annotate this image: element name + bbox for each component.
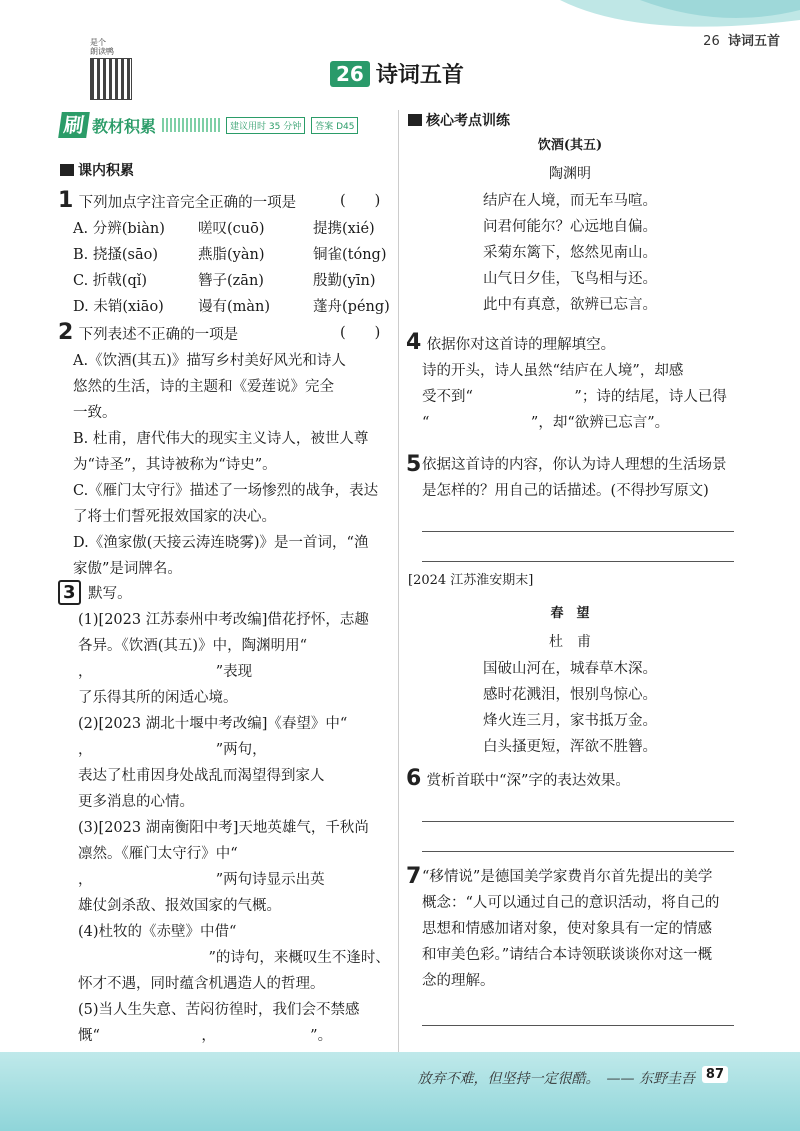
subhead-right (408, 110, 510, 130)
question-4 (406, 330, 746, 436)
q1-option-item: 铜雀(tóng) (313, 247, 387, 263)
q1-option-row (73, 216, 388, 242)
q7-number: 7 (406, 864, 422, 889)
question-2 (58, 320, 388, 582)
header-page-number: 26 (703, 34, 720, 49)
poem-2-title: 春 望 (550, 606, 590, 621)
q2-lines-line: 为“诗圣”，其诗被称为“诗史”。 (73, 457, 277, 473)
q3-lines-line: 凛然。《雁门太守行》中“ (78, 846, 238, 862)
stripe-decoration (162, 118, 222, 132)
q3-lines-line: (5)当人生失意、苦闷彷徨时，我们会不禁感 (78, 1002, 360, 1018)
q1-option-item: 燕脂(yàn) (198, 247, 265, 263)
poem-1-title: 饮酒(其五) (537, 138, 603, 153)
q1-answer-bracket[interactable]: ( ) (340, 193, 381, 209)
poem-2 (420, 600, 720, 760)
q3-lines-line: 表达了杜甫因身处战乱而渴望得到家人 (78, 768, 325, 784)
q7-lines-line: 思想和情感加诸对象，使对象具有一定的情感 (422, 921, 712, 937)
question-5 (406, 452, 746, 504)
q1-stem: 下列加点字注音完全正确的一项是 (78, 195, 297, 211)
poem-1-author: 陶渊明 (549, 166, 591, 182)
poem1-lines-line: 采菊东篱下，悠然见南山。 (483, 245, 657, 261)
q1-option-item: B. 挠搔(sāo) (73, 247, 159, 263)
q7-lines-line: 和审美色彩。”请结合本诗领联谈谈你对这一概 (422, 947, 713, 963)
running-header (703, 30, 780, 49)
q3-stem: 默写。 (88, 586, 132, 602)
lesson-title (330, 58, 464, 89)
q4-stem: 依据你对这首诗的理解填空。 (426, 337, 616, 353)
section-bar (60, 112, 385, 138)
q6-stem: 赏析首联中“深”字的表达效果。 (426, 773, 630, 789)
q1-option-item: 簪子(zān) (198, 273, 264, 289)
q1-option-item: D. 未销(xiāo) (73, 299, 164, 315)
question-1 (58, 188, 388, 320)
answer-line[interactable] (422, 820, 734, 822)
answer-line[interactable] (422, 530, 734, 532)
poem1-lines-line: 结庐在人境，而无车马喧。 (483, 193, 657, 209)
poem-2-author: 杜 甫 (549, 634, 591, 650)
q3-lines-line: (2)[2023 湖北十堰中考改编]《春望》中“ (78, 716, 348, 732)
qr-code-block[interactable] (90, 38, 132, 100)
q1-option-row (73, 242, 388, 268)
suggested-time: 建议用时 35 分钟 (226, 117, 305, 134)
q2-stem: 下列表述不正确的一项是 (78, 327, 239, 343)
q2-lines-line: C.《雁门太守行》描述了一场惨烈的战争，表达 (73, 483, 379, 499)
question-7 (406, 864, 746, 994)
q4-lines-line: “ ”，却“欲辨已忘言”。 (422, 415, 670, 431)
poem-1 (420, 132, 720, 318)
q2-lines-line: 家傲”是词牌名。 (73, 561, 182, 577)
q2-number: 2 (58, 320, 74, 345)
q2-lines-line: 一致。 (73, 405, 117, 421)
footer-quote: 放弃不难，但坚持一定很酷。 —— 东野圭吾 (417, 1071, 695, 1087)
question-3 (58, 580, 388, 1075)
q4-number: 4 (406, 330, 422, 355)
q1-option-row (73, 268, 388, 294)
q1-option-item: 蓬舟(péng) (313, 299, 390, 315)
q2-lines-line: 了将士们誓死报效国家的决心。 (73, 509, 276, 525)
poem1-lines-line: 山气日夕佳，飞鸟相与还。 (483, 271, 657, 287)
q3-lines-line: ， ”两句， (78, 742, 267, 758)
q5-number: 5 (406, 452, 422, 477)
answer-line[interactable] (422, 1024, 734, 1026)
q5-lines-line: 是怎样的？用自己的话描述。(不得抄写原文) (422, 483, 709, 499)
q1-option-item: A. 分辨(biàn) (73, 221, 165, 237)
q3-lines-line: (1)[2023 江苏泰州中考改编]借花抒怀，志趣 (78, 612, 369, 628)
q3-lines-line: (4)杜牧的《赤壁》中借“ (78, 924, 237, 940)
q1-number: 1 (58, 188, 74, 213)
q1-option-item: 殷勤(yīn) (313, 273, 376, 289)
q3-lines-line: ”的诗句，来概叹生不逢时、 (78, 950, 390, 966)
q3-lines-line: 更多消息的心情。 (78, 794, 194, 810)
q4-lines-line: 受不到“ ”；诗的结尾，诗人已得 (422, 389, 727, 405)
q3-lines-line: ， ”两句诗显示出英 (78, 872, 325, 888)
q3-lines-line: 各异。《饮酒(其五)》中，陶渊明用“ (78, 638, 307, 654)
section-badge: 刷 (58, 112, 90, 138)
q3-lines-line: ， ”表现 (78, 664, 253, 680)
q1-option-item: 嗟叹(cuō) (198, 221, 265, 237)
q1-option-row (73, 294, 388, 320)
q3-lines-line: 雄仗剑杀敌、报效国家的气概。 (78, 898, 281, 914)
q2-lines-line: 悠然的生活，诗的主题和《爱莲说》完全 (73, 379, 334, 395)
source-tag: [2024 江苏淮安期末] (408, 573, 534, 588)
answer-line[interactable] (422, 850, 734, 852)
poem1-lines-line: 问君何能尔？心远地自偏。 (483, 219, 657, 235)
q4-lines-line: 诗的开头，诗人虽然“结庐在人境”，却感 (422, 363, 684, 379)
poem2-lines-line: 国破山河在，城春草木深。 (483, 661, 657, 677)
subhead-left (60, 160, 134, 180)
q3-lines-line: 怀才不遇，同时蕴含机遇造人的哲理。 (78, 976, 325, 992)
q3-number: 3 (58, 580, 81, 605)
q3-lines-line: 慨“ ， ”。 (78, 1028, 333, 1044)
q7-lines-line: 概念：“人可以通过自己的意识活动，将自己的 (422, 895, 720, 911)
question-6 (406, 766, 746, 794)
answer-line[interactable] (422, 560, 734, 562)
q1-option-item: 谩有(màn) (198, 299, 271, 315)
q3-lines-line: 了乐得其所的闲适心境。 (78, 690, 238, 706)
q3-lines-line: (3)[2023 湖南衡阳中考]天地英雄气，千秋尚 (78, 820, 369, 836)
qr-caption-1: 是个 (90, 38, 106, 47)
page-number: 87 (702, 1066, 728, 1083)
q5-lines-line: 依据这首诗的内容，你认为诗人理想的生活场景 (422, 457, 727, 473)
q2-lines-line: D.《渔家傲(天接云涛连晓雾)》是一首词，“渔 (73, 535, 369, 551)
subhead-marker-icon (60, 164, 74, 176)
lesson-title-text: 诗词五首 (375, 63, 464, 88)
q2-lines-line: A.《饮酒(其五)》描写乡村美好风光和诗人 (73, 353, 346, 369)
section-name: 教材积累 (92, 116, 157, 136)
poem2-lines-line: 感时花溅泪，恨别鸟惊心。 (483, 687, 657, 703)
subhead-right-text: 核心考点训练 (426, 113, 510, 129)
poem2-lines-line: 白头搔更短，浑欲不胜簪。 (483, 739, 657, 755)
q2-lines-line: B. 杜甫，唐代伟大的现实主义诗人，被世人尊 (73, 431, 369, 447)
poem2-lines-line: 烽火连三月，家书抵万金。 (483, 713, 657, 729)
q1-option-item: 提携(xié) (313, 221, 375, 237)
q6-number: 6 (406, 766, 422, 791)
q7-lines-line: “移情说”是德国美学家费肖尔首先提出的美学 (422, 869, 713, 885)
subhead-right-marker-icon (408, 114, 422, 126)
q2-answer-bracket[interactable]: ( ) (340, 325, 381, 341)
q1-option-item: C. 折戟(qǐ) (73, 273, 148, 289)
subhead-left-text: 课内积累 (78, 163, 134, 179)
qr-code-icon[interactable] (90, 58, 132, 100)
q7-lines-line: 念的理解。 (422, 973, 495, 989)
qr-caption-2: 朗读鸭 (90, 47, 114, 56)
answer-ref: 答案 D45 (311, 117, 358, 134)
poem1-lines-line: 此中有真意，欲辨已忘言。 (483, 297, 657, 313)
header-title: 诗词五首 (727, 34, 780, 49)
lesson-number: 26 (330, 61, 370, 87)
footer-band (0, 1052, 800, 1131)
